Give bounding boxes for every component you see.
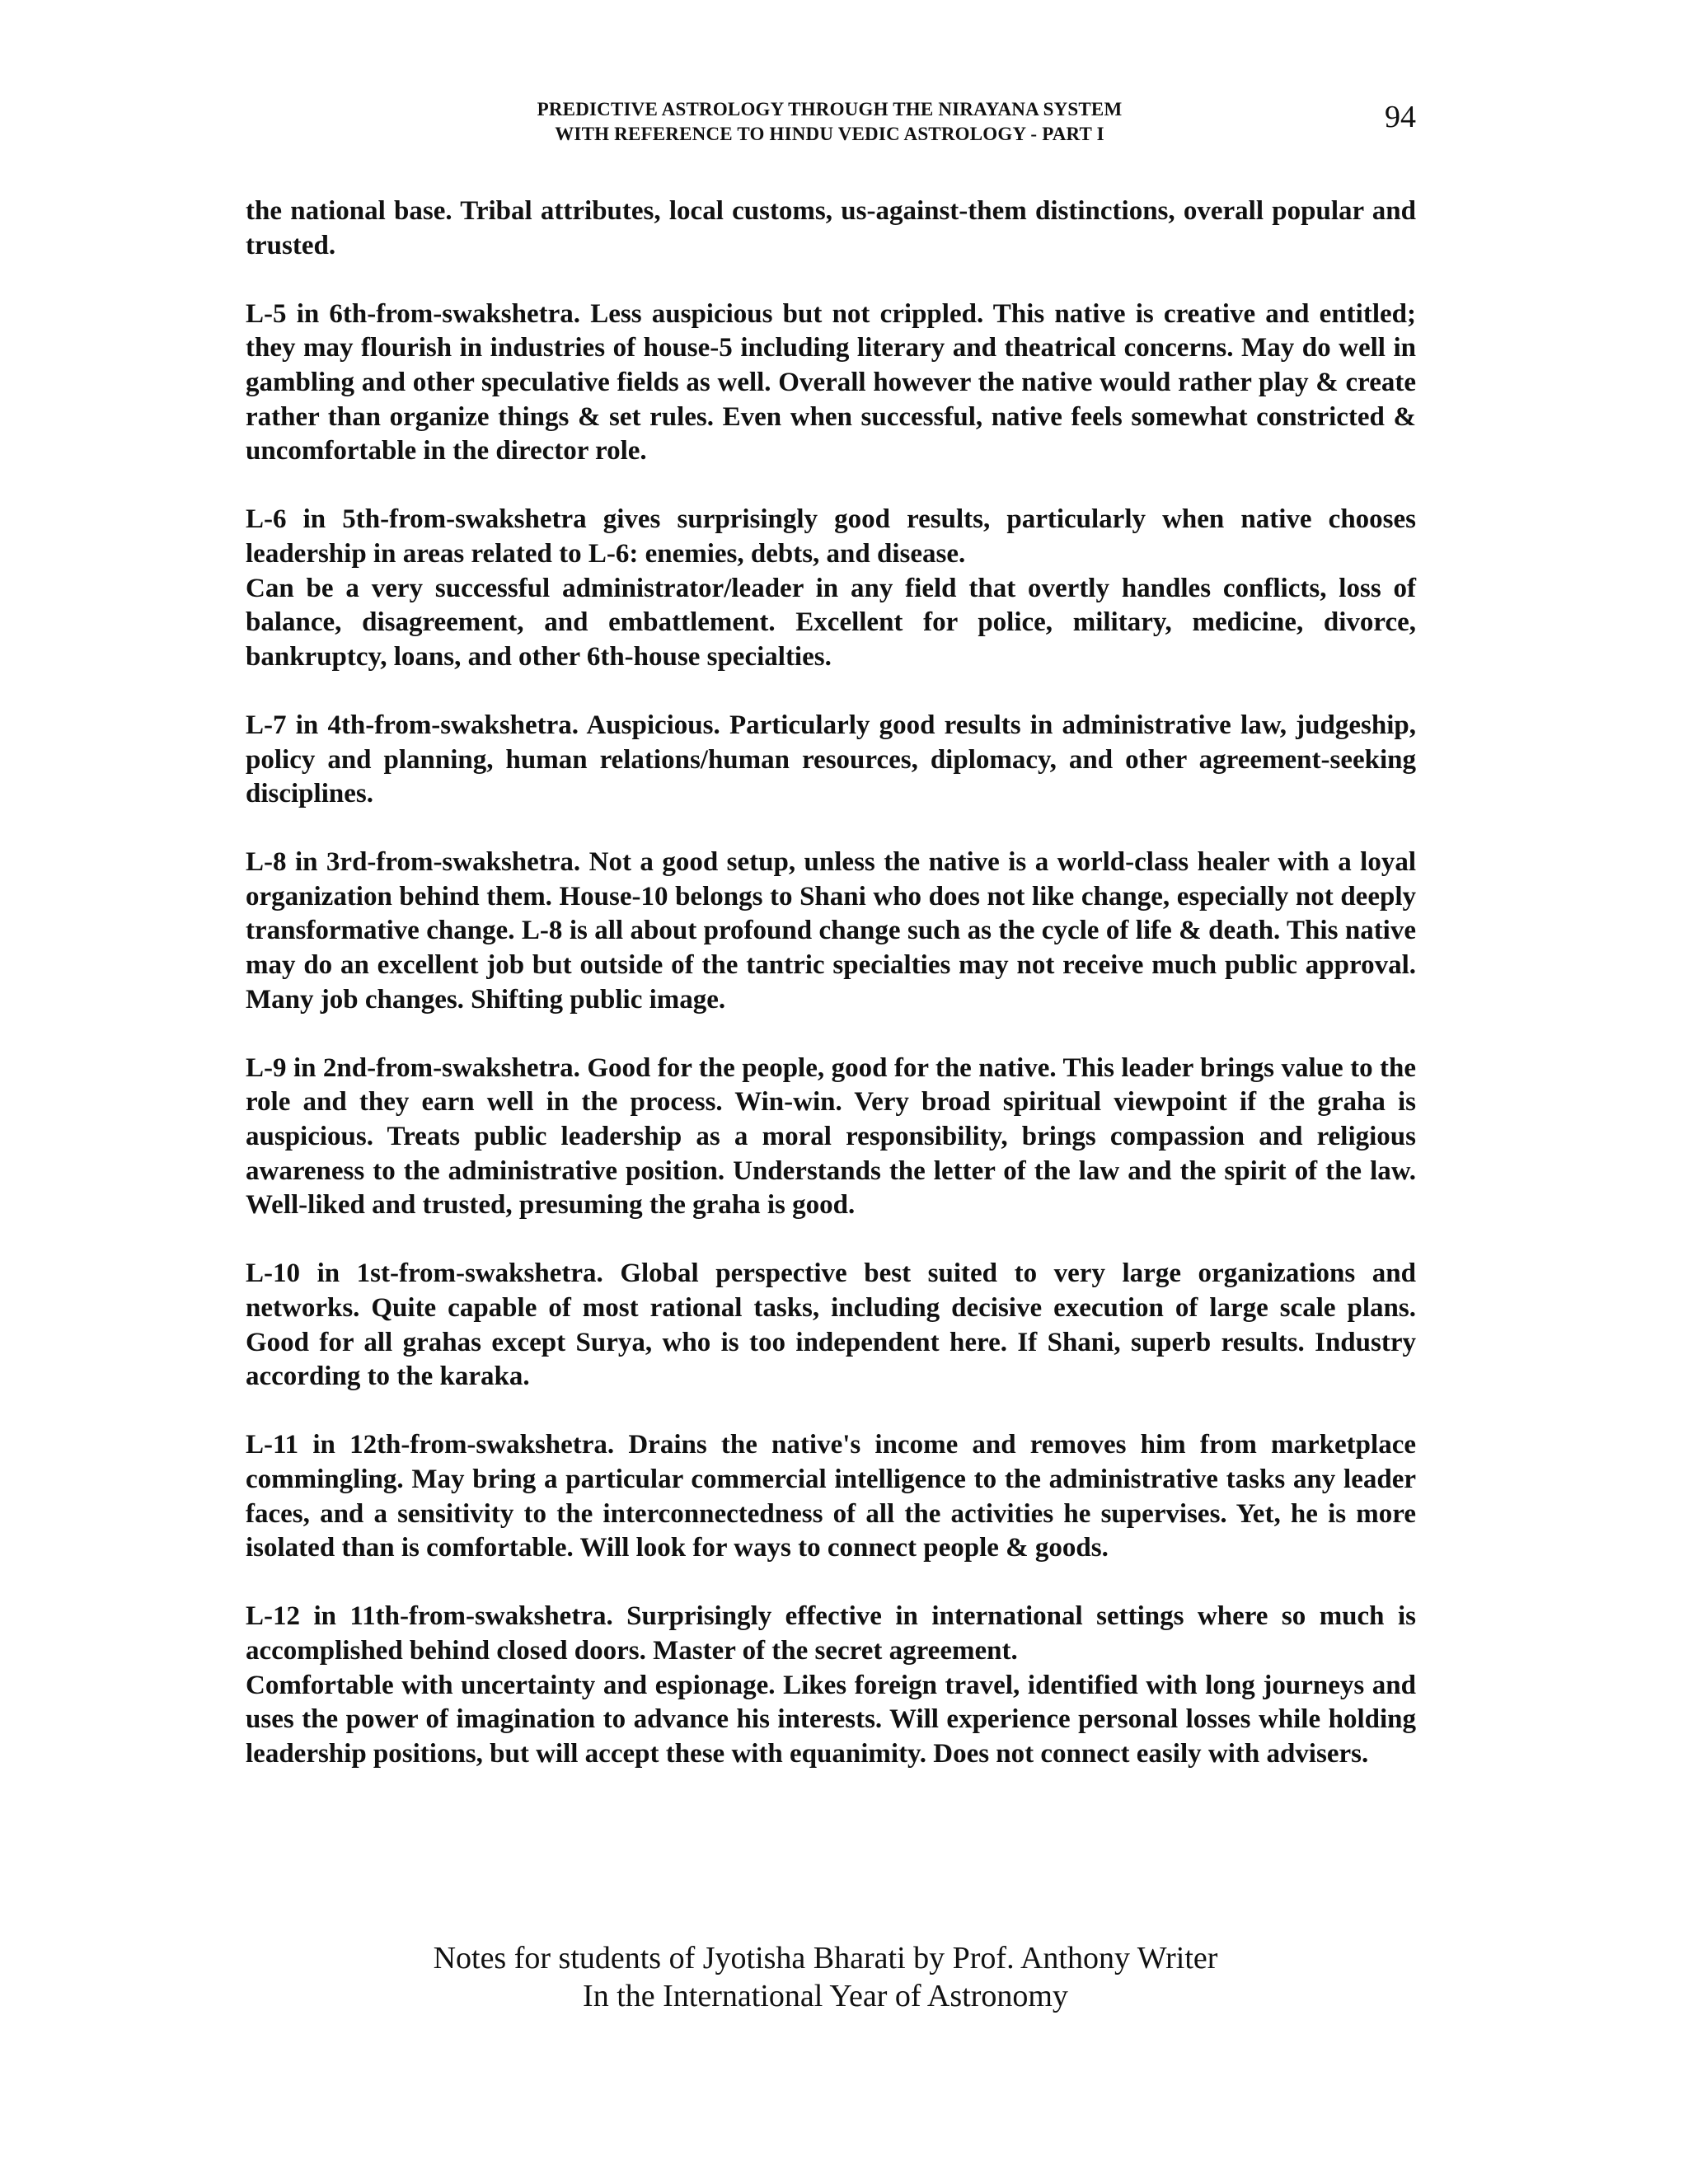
- header-title-line-2: WITH REFERENCE TO HINDU VEDIC ASTROLOGY - PART I: [555, 124, 1104, 144]
- paragraph-l6: L-6 in 5th-from-swakshetra gives surprisingly good results, particularly when native chooses leadership in areas related to L-6: enemies, debts, and disease.: [246, 504, 1416, 569]
- paragraph-l10: L-10 in 1st-from-swakshetra. Global perspective best suited to very large organizations and networks. Quite capable of most rational tasks, including decisive execution of large scale plans. Good for all grahas except Surya, who is too independent here. If Shani, superb results. Industry according to the karaka.: [246, 1258, 1416, 1392]
- footer-line-1: Notes for students of Jyotisha Bharati by Prof. Anthony Writer: [433, 1941, 1218, 1975]
- running-header: [0, 97, 1688, 147]
- paragraph-l5: L-5 in 6th-from-swakshetra. Less auspicious but not crippled. This native is creative and entitled; they may flourish in industries of house-5 including literary and theatrical concerns. May do well in gambling and other speculative fields as well. Overall however the native would rather play & create rather than organize things & set rules. Even when successful, native feels somewhat constricted & uncomfortable in the director role.: [246, 298, 1416, 466]
- footer-line-2: In the International Year of Astronomy: [583, 1979, 1068, 2013]
- paragraph-national-base: the national base. Tribal attributes, local customs, us-against-them distinctions, overall popular and trusted.: [246, 196, 1416, 260]
- page-number: 94: [1385, 100, 1416, 134]
- paragraph-l6-continued: Can be a very successful administrator/leader in any field that overtly handles conflicts, loss of balance, disagreement, and embattlement. Excellent for police, military, medicine, divorce, bankruptcy, loans, and other 6th-house specialties.: [246, 573, 1416, 672]
- page-footer: [0, 1939, 1688, 2015]
- body-text: [246, 194, 1416, 1771]
- paragraph-l7: L-7 in 4th-from-swakshetra. Auspicious. Particularly good results in administrative law, judgeship, policy and planning, human relations/human resources, diplomacy, and other agreement-seeking disciplines.: [246, 710, 1416, 809]
- paragraph-l9: L-9 in 2nd-from-swakshetra. Good for the people, good for the native. This leader brings value to the role and they earn well in the process. Win-win. Very broad spiritual viewpoint if the graha is auspicious. Treats public leadership as a moral responsibility, brings compassion and religious awareness to the administrative position. Understands the letter of the law and the spirit of the law. Well-liked and trusted, presuming the graha is good.: [246, 1052, 1416, 1221]
- paragraph-l11: L-11 in 12th-from-swakshetra. Drains the native's income and removes him from marketplace commingling. May bring a particular commercial intelligence to the administrative tasks any leader faces, and a sensitivity to the interconnectedness of all the activities he supervises. Yet, he is more isolated than is comfortable. Will look for ways to connect people & goods.: [246, 1430, 1416, 1563]
- paragraph-l12-continued: Comfortable with uncertainty and espionage. Likes foreign travel, identified with long journeys and uses the power of imagination to advance his interests. Will experience personal losses while holding leadership positions, but will accept these with equanimity. Does not connect easily with advisers.: [246, 1670, 1416, 1769]
- paragraph-l8: L-8 in 3rd-from-swakshetra. Not a good setup, unless the native is a world-class healer with a loyal organization behind them. House-10 belongs to Shani who does not like change, especially not deeply transformative change. L-8 is all about profound change such as the cycle of life & death. This native may do an excellent job but outside of the tantric specialties may not receive much public approval. Many job changes. Shifting public image.: [246, 847, 1416, 1015]
- paragraph-l12: L-12 in 11th-from-swakshetra. Surprisingly effective in international settings where so much is accomplished behind closed doors. Master of the secret agreement.: [246, 1601, 1416, 1666]
- header-title-line-1: PREDICTIVE ASTROLOGY THROUGH THE NIRAYANA SYSTEM: [537, 99, 1123, 120]
